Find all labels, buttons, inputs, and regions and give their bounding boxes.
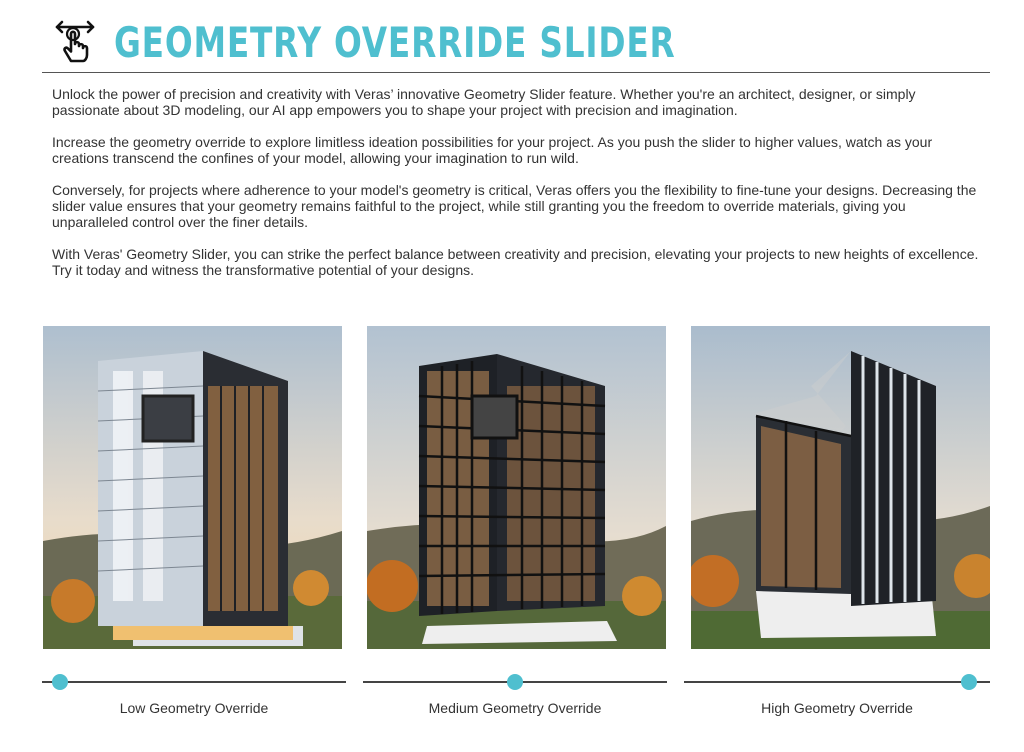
low-override-image [43,326,342,649]
caption-high: High Geometry Override [761,700,913,716]
slider-low-handle[interactable] [52,674,68,690]
example-images [0,326,1024,650]
paragraph-1: Unlock the power of precision and creativity with Veras’ innovative Geometry Slider feature. Whether you're an architect, designer, or simply passionate about 3D modeling, our AI app empowers you to shape your project with precision and imagination. [52,86,916,118]
header [54,12,834,72]
medium-override-image [367,326,666,649]
intro-text [52,86,982,294]
paragraph-4: With Veras' Geometry Slider, you can strike the perfect balance between creativity and precision, elevating your projects to new heights of excellence. Try it today and witness the transformative potential of your designs. [52,246,979,278]
touch-drag-icon [54,19,96,65]
title-divider [42,72,990,73]
slider-medium-handle[interactable] [507,674,523,690]
caption-medium: Medium Geometry Override [428,700,602,716]
paragraph-3: Conversely, for projects where adherence to your model's geometry is critical, Veras offers you the flexibility to fine-tune your designs. Decreasing the slider value ensures that your geometry remains faithful to the project, while still granting you the freedom to override materials, giving you unparalleled control over the finer details. [52,182,977,230]
slider-high-track[interactable] [684,681,990,683]
high-override-image [691,326,990,649]
slider-low-track[interactable] [42,681,346,683]
slider-high-handle[interactable] [961,674,977,690]
slider-row [0,670,1024,694]
caption-low: Low Geometry Override [119,700,269,716]
page-title: GEOMETRY OVERRIDE SLIDER [114,17,676,67]
paragraph-2: Increase the geometry override to explore limitless ideation possibilities for your project. As you push the slider to higher values, watch as your creations transcend the confines of your model, allowing your imagination to run wild. [52,134,933,166]
